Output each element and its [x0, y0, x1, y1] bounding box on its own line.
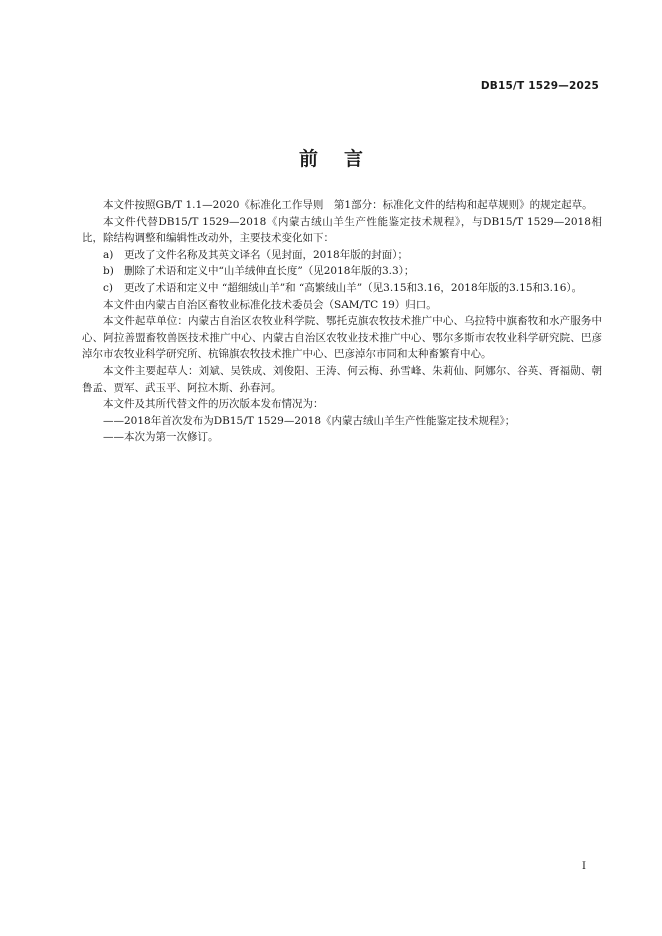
- page-number: I: [582, 861, 586, 872]
- list-marker: b): [103, 265, 114, 278]
- page-title: 前言: [298, 148, 389, 170]
- list-item-text: 删除了术语和定义中“山羊绒伸直长度”（见2018年版的3.3）；: [124, 265, 415, 278]
- list-item-text: 更改了文件名称及其英文译名（见封面，2018年版的封面）；: [124, 248, 408, 261]
- history-item: ——2018年首次发布为DB15/T 1529—2018《内蒙古绒山羊生产性能鉴定技术规程》；: [103, 414, 516, 427]
- list-item: [82, 247, 602, 264]
- paragraph-drafting-basis: 本文件按照GB/T 1.1—2020《标准化工作导则 第1部分：标准化文件的结构和起草规则》的规定起草。: [103, 199, 593, 211]
- foreword-body: [82, 197, 602, 446]
- list-item-text: 更改了术语和定义中 “超细绒山羊”和 “高繁绒山羊”（见3.15和3.16，2018年版的3.15和3.16）。: [124, 281, 583, 294]
- history-item: ——本次为第一次修订。: [103, 431, 219, 444]
- paragraph-committee: 本文件由内蒙古自治区畜牧业标准化技术委员会（SAM/TC 19）归口。: [103, 298, 437, 311]
- paragraph-drafting-units: 本文件起草单位：内蒙古自治区农牧业科学院、鄂托克旗农牧技术推广中心、乌拉特中旗畜牧和水产服务中心、阿拉善盟畜牧兽医技术推广中心、内蒙古自治区农牧业技术推广中心、鄂尔多斯市农牧业科学研究院、巴彦淖尔市农牧业科学研究所、杭锦旗农牧技术推广中心、巴彦淖尔市同和太种畜繁育中心。: [82, 315, 602, 361]
- paragraph-history-intro: 本文件及其所代替文件的历次版本发布情况为：: [103, 398, 324, 411]
- document-code: DB15/T 1529—2025: [480, 80, 599, 92]
- list-item: [82, 280, 602, 297]
- list-marker: a): [103, 248, 114, 261]
- list-marker: c): [103, 281, 113, 294]
- list-item: [82, 263, 602, 280]
- paragraph-drafters: 本文件主要起草人：刘斌、吴铁成、刘俊阳、王涛、何云梅、孙雪峰、朱莉仙、阿娜尔、谷英、胥福勋、朝鲁孟、贾军、武玉平、阿拉木斯、孙春河。: [82, 364, 602, 394]
- paragraph-replacement: 本文件代替DB15/T 1529—2018《内蒙古绒山羊生产性能鉴定技术规程》，与DB15/T 1529—2018相比，除结构调整和编辑性改动外，主要技术变化如下：: [82, 215, 602, 245]
